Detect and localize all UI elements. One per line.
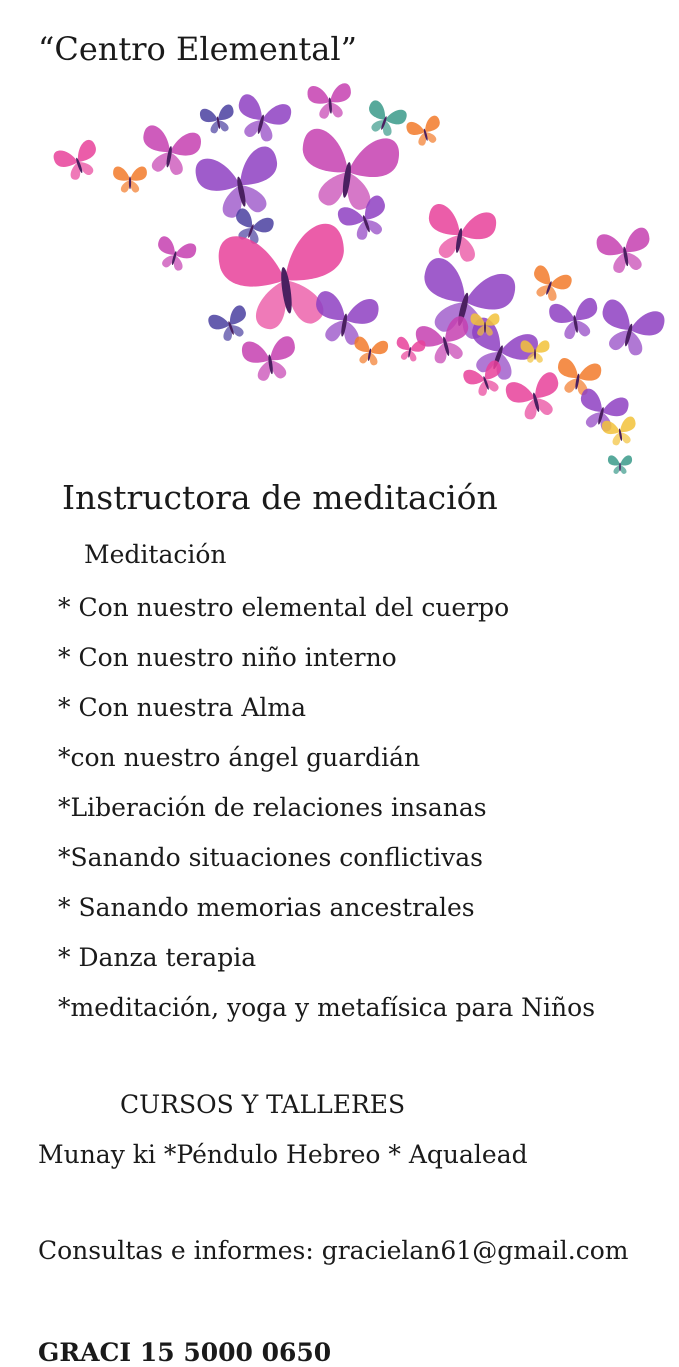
- list-item: *Liberación de relaciones insanas: [58, 793, 487, 822]
- list-item: * Con nuestra Alma: [58, 693, 307, 722]
- butterfly-shape: [422, 202, 498, 265]
- butterfly-shape: [52, 138, 104, 184]
- list-item: *Sanando situaciones conflictivas: [58, 843, 483, 872]
- butterfly-shape: [548, 297, 602, 342]
- list-item: * Danza terapia: [58, 943, 257, 972]
- butterfly-shape: [362, 99, 409, 140]
- butterfly-shape: [241, 335, 299, 383]
- list-item: * Con nuestro niño interno: [58, 643, 397, 672]
- subheading-meditation: Meditación: [84, 540, 227, 569]
- butterfly-shape: [554, 357, 603, 398]
- butterfly-shape: [527, 264, 574, 305]
- page-title: “Centro Elemental”: [38, 30, 357, 68]
- list-item: * Sanando memorias ancestrales: [58, 893, 475, 922]
- butterfly-shape: [207, 304, 254, 345]
- butterfly-shape: [231, 93, 293, 146]
- butterfly-shape: [113, 166, 147, 192]
- footer-name-phone: GRACI 15 5000 0650: [38, 1338, 332, 1367]
- heading-instructor: Instructora de meditación: [62, 478, 498, 517]
- butterfly-shape: [153, 235, 198, 274]
- list-item: *con nuestro ángel guardián: [58, 743, 421, 772]
- courses-list: Munay ki *Péndulo Hebreo * Aqualead: [38, 1140, 528, 1169]
- butterfly-shape: [351, 336, 389, 368]
- contact-line: Consultas e informes: gracielan61@gmail.com: [38, 1236, 629, 1265]
- butterfly-shape: [608, 455, 632, 474]
- butterfly-shape: [504, 371, 566, 424]
- butterfly-shape: [295, 127, 401, 214]
- butterfly-shape: [405, 115, 444, 149]
- meditation-list: [58, 590, 595, 1040]
- butterfly-shape: [595, 226, 654, 276]
- butterfly-shape: [138, 124, 203, 178]
- butterfly-shape: [594, 298, 667, 361]
- list-item: *meditación, yoga y metafísica para Niños: [58, 993, 596, 1022]
- list-item: * Con nuestro elemental del cuerpo: [58, 593, 510, 622]
- butterfly-shape: [199, 104, 237, 136]
- butterflies-illustration: [30, 80, 670, 480]
- courses-title: CURSOS Y TALLERES: [120, 1090, 406, 1119]
- butterfly-shape: [307, 83, 353, 120]
- butterfly-shape: [310, 290, 380, 349]
